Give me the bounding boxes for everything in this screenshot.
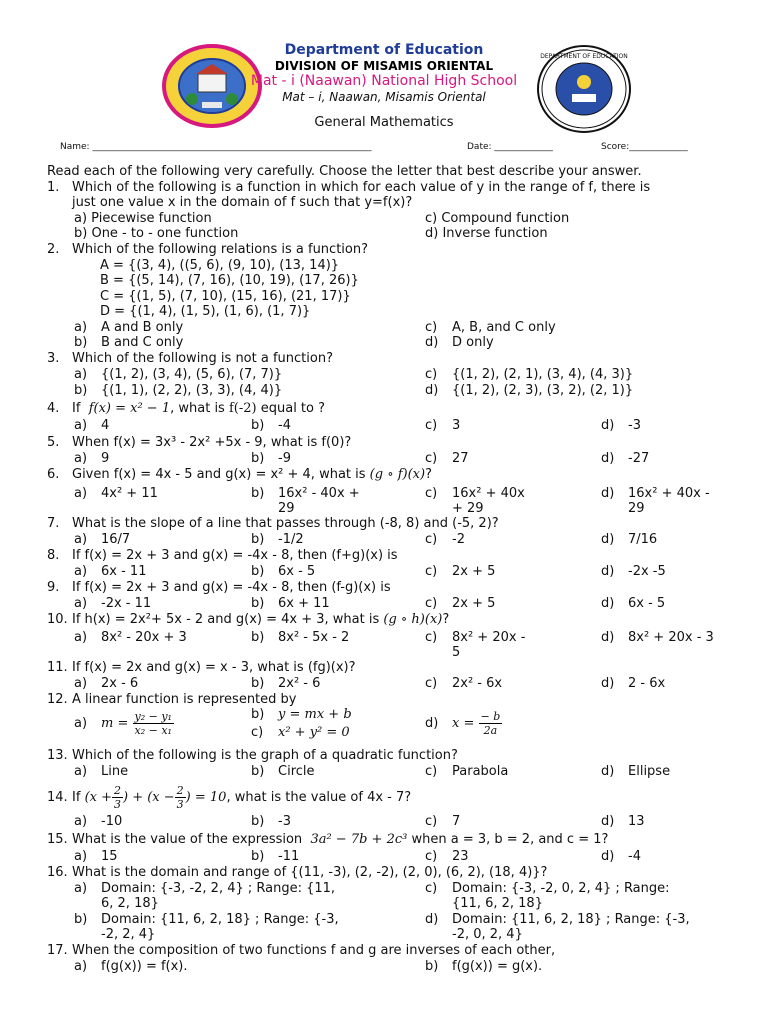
question-3: 3. Which of the following is not a function? bbox=[47, 351, 333, 366]
q1-option-d[interactable]: d) Inverse function bbox=[425, 226, 548, 241]
q1-text-line1: Which of the following is a function in which for each value of y in the range of f, there is bbox=[72, 180, 651, 195]
q2-set-d: D = {(1, 4), (1, 5), (1, 6), (1, 7)} bbox=[100, 304, 311, 319]
q1-option-b[interactable]: b) One - to - one function bbox=[74, 226, 239, 241]
q17-option-b[interactable]: b) f(g(x)) = g(x). bbox=[425, 959, 543, 974]
q5-option-a[interactable]: a) 9 bbox=[74, 451, 110, 466]
q16-option-b[interactable]: b) Domain: {11, 6, 2, 18} ; Range: {-3, bbox=[74, 912, 339, 927]
q2-option-c[interactable]: c) A, B, and C only bbox=[425, 320, 556, 335]
q12-option-a[interactable]: a) m = $\frac{\text{y₂ − y₁}}{\text{x₂ − x₁}}$ bbox=[74, 710, 172, 737]
division-title: DIVISION OF MISAMIS ORIENTAL bbox=[274, 59, 494, 73]
q14-option-a[interactable]: a) -10 bbox=[74, 814, 123, 829]
q6-option-c[interactable]: c) 16x² + 40x bbox=[425, 486, 525, 501]
q15-option-c[interactable]: c) 23 bbox=[425, 849, 469, 864]
q4-f-minus2: f(-2) bbox=[228, 401, 257, 416]
question-12: 12. A linear function is represented by bbox=[47, 692, 297, 707]
q2-option-d[interactable]: d) D only bbox=[425, 335, 494, 350]
question-2 bbox=[47, 242, 368, 257]
subject-title: General Mathematics bbox=[314, 115, 454, 130]
q4-fx-expr: f(x) = x² − 1 bbox=[88, 401, 171, 416]
q13-option-c[interactable]: c) Parabola bbox=[425, 764, 509, 779]
q6-option-b-cont: 29 bbox=[278, 501, 295, 516]
q7-option-b[interactable]: b) -1/2 bbox=[251, 532, 304, 547]
q2-set-a: A = {(3, 4), ((5, 6), (9, 10), (13, 14)} bbox=[100, 258, 340, 273]
q6-option-d[interactable]: d) 16x² + 40x - bbox=[601, 486, 710, 501]
q1-number: 1. bbox=[47, 180, 60, 195]
q14-fraction-2: $\frac{2}{3}$ bbox=[176, 784, 184, 811]
instructions: Read each of the following very carefully. Choose the letter that best describe your answer. bbox=[47, 164, 642, 179]
q16-option-a[interactable]: a) Domain: {-3, -2, 2, 4} ; Range: {11, bbox=[74, 881, 336, 896]
score-field[interactable]: Score:_____________ bbox=[601, 142, 688, 152]
q8-option-a[interactable]: a) 6x - 11 bbox=[74, 564, 147, 579]
q4-option-b[interactable]: b) -4 bbox=[251, 418, 291, 433]
q8-option-c[interactable]: c) 2x + 5 bbox=[425, 564, 496, 579]
q7-option-d[interactable]: d) 7/16 bbox=[601, 532, 658, 547]
q16-option-c[interactable]: c) Domain: {-3, -2, 0, 2, 4} ; Range: bbox=[425, 881, 670, 896]
q1-option-a[interactable]: a) Piecewise function bbox=[74, 211, 212, 226]
q16-option-d[interactable]: d) Domain: {11, 6, 2, 18} ; Range: {-3, bbox=[425, 912, 690, 927]
q11-option-a[interactable]: a) 2x - 6 bbox=[74, 676, 139, 691]
q14-fraction-1: $\frac{2}{3}$ bbox=[114, 784, 121, 811]
question-5: 5. When f(x) = 3x³ - 2x² +5x - 9, what is f(0)? bbox=[47, 435, 352, 450]
q8-option-b[interactable]: b) 6x - 5 bbox=[251, 564, 316, 579]
q17-option-a[interactable]: a) f(g(x)) = f(x). bbox=[74, 959, 188, 974]
question-16: 16. What is the domain and range of {(11, -3), (2, -2), (2, 0), (6, 2), (18, 4)}? bbox=[47, 865, 548, 880]
q7-option-c[interactable]: c) -2 bbox=[425, 532, 465, 547]
q7-option-a[interactable]: a) 16/7 bbox=[74, 532, 131, 547]
q15-option-d[interactable]: d) -4 bbox=[601, 849, 641, 864]
question-15: 15. What is the value of the expression 3a² − 7b + 2c³ when a = 3, b = 2, and c = 1? bbox=[47, 832, 609, 847]
q6-option-c-cont: + 29 bbox=[452, 501, 484, 516]
question-7: 7. What is the slope of a line that passes through (-8, 8) and (-5, 2)? bbox=[47, 516, 499, 531]
q5-option-b[interactable]: b) -9 bbox=[251, 451, 291, 466]
question-8: 8. If f(x) = 2x + 3 and g(x) = -4x - 8, then (f+g)(x) is bbox=[47, 548, 398, 563]
q16-option-a-cont: 6, 2, 18} bbox=[101, 896, 159, 911]
q12-option-d[interactable]: d) x = $\frac{- b}{2a}$ bbox=[425, 710, 501, 737]
q2-number: 2. bbox=[47, 242, 60, 257]
q1-text-line2: just one value x in the domain of f such that y=f(x)? bbox=[72, 195, 413, 210]
q3-option-b[interactable]: b) {(1, 1), (2, 2), (3, 3), (4, 4)} bbox=[74, 383, 283, 398]
q16-option-d-cont: -2, 0, 2, 4} bbox=[452, 927, 523, 942]
q12-option-b[interactable]: b) y = mx + b bbox=[251, 707, 352, 722]
q8-option-d[interactable]: d) -2x -5 bbox=[601, 564, 666, 579]
q13-option-d[interactable]: d) Ellipse bbox=[601, 764, 671, 779]
question-13: 13. Which of the following is the graph of a quadratic function? bbox=[47, 748, 458, 763]
q12-a-fraction: $\frac{\text{y₂ − y₁}}{\text{x₂ − x₁}}$ bbox=[134, 710, 172, 737]
q5-option-d[interactable]: d) -27 bbox=[601, 451, 650, 466]
q9-option-d[interactable]: d) 6x - 5 bbox=[601, 596, 666, 611]
q6-option-b[interactable]: b) 16x² - 40x + bbox=[251, 486, 360, 501]
school-name: Mat - i (Naawan) National High School bbox=[250, 73, 518, 89]
q11-option-c[interactable]: c) 2x² - 6x bbox=[425, 676, 503, 691]
department-title: Department of Education bbox=[284, 42, 484, 58]
q10-option-d[interactable]: d) 8x² + 20x - 3 bbox=[601, 630, 714, 645]
q10-option-c-cont: 5 bbox=[452, 645, 461, 660]
q15-option-b[interactable]: b) -11 bbox=[251, 849, 300, 864]
q14-option-d[interactable]: d) 13 bbox=[601, 814, 645, 829]
q14-option-b[interactable]: b) -3 bbox=[251, 814, 291, 829]
q4-option-a[interactable]: a) 4 bbox=[74, 418, 110, 433]
q2-text: Which of the following relations is a function? bbox=[72, 242, 368, 257]
q2-option-a[interactable]: a) A and B only bbox=[74, 320, 184, 335]
q3-option-d[interactable]: d) {(1, 2), (2, 3), (3, 2), (2, 1)} bbox=[425, 383, 634, 398]
q4-option-d[interactable]: d) -3 bbox=[601, 418, 641, 433]
q3-option-c[interactable]: c) {(1, 2), (2, 1), (3, 4), (4, 3)} bbox=[425, 367, 634, 382]
q6-option-d-cont: 29 bbox=[628, 501, 645, 516]
name-field[interactable]: Name: ______________________________________________________________ bbox=[60, 142, 372, 152]
q12-option-c[interactable]: c) x² + y² = 0 bbox=[251, 725, 350, 740]
school-address: Mat – i, Naawan, Misamis Oriental bbox=[282, 90, 486, 104]
question-1 bbox=[47, 180, 650, 195]
q1-option-c[interactable]: c) Compound function bbox=[425, 211, 570, 226]
q10-option-b[interactable]: b) 8x² - 5x - 2 bbox=[251, 630, 350, 645]
question-9: 9. If f(x) = 2x + 3 and g(x) = -4x - 8, then (f-g)(x) is bbox=[47, 580, 391, 595]
question-10: 10. If h(x) = 2x²+ 5x - 2 and g(x) = 4x + 3, what is (g ∘ h)(x)? bbox=[47, 612, 450, 627]
q9-option-a[interactable]: a) -2x - 11 bbox=[74, 596, 152, 611]
question-14: 14. If (x + $\frac{2}{3}$ ) + (x − $\frac{2}{3}$ ) = 10, what is the value of 4x - 7? bbox=[47, 784, 412, 811]
q4-option-c[interactable]: c) 3 bbox=[425, 418, 461, 433]
q10-option-a[interactable]: a) 8x² - 20x + 3 bbox=[74, 630, 187, 645]
question-17: 17. When the composition of two functions f and g are inverses of each other, bbox=[47, 943, 556, 958]
q16-option-c-cont: {11, 6, 2, 18} bbox=[452, 896, 543, 911]
question-4: 4. If f(x) = x² − 1, what is f(-2) equal to ? bbox=[47, 401, 326, 416]
q14-option-c[interactable]: c) 7 bbox=[425, 814, 461, 829]
q11-option-d[interactable]: d) 2 - 6x bbox=[601, 676, 666, 691]
q9-option-b[interactable]: b) 6x + 11 bbox=[251, 596, 330, 611]
q10-option-c[interactable]: c) 8x² + 20x - bbox=[425, 630, 526, 645]
question-11: 11. If f(x) = 2x and g(x) = x - 3, what is (fg)(x)? bbox=[47, 660, 356, 675]
q2-option-b[interactable]: b) B and C only bbox=[74, 335, 184, 350]
q15-option-a[interactable]: a) 15 bbox=[74, 849, 118, 864]
q12-d-fraction: $\frac{- b}{2a}$ bbox=[480, 710, 501, 737]
date-field[interactable]: Date: _____________ bbox=[467, 142, 553, 152]
q13-option-b[interactable]: b) Circle bbox=[251, 764, 315, 779]
q2-set-b: B = {(5, 14), (7, 16), (10, 19), (17, 26)} bbox=[100, 273, 359, 288]
q11-option-b[interactable]: b) 2x² - 6 bbox=[251, 676, 321, 691]
q13-option-a[interactable]: a) Line bbox=[74, 764, 129, 779]
q2-set-c: C = {(1, 5), (7, 10), (15, 16), (21, 17)} bbox=[100, 289, 351, 304]
q9-option-c[interactable]: c) 2x + 5 bbox=[425, 596, 496, 611]
question-6: 6. Given f(x) = 4x - 5 and g(x) = x² + 4, what is (g ∘ f)(x)? bbox=[47, 467, 432, 482]
q5-option-c[interactable]: c) 27 bbox=[425, 451, 469, 466]
svg-text:DEPARTMENT OF EDUCATION: DEPARTMENT OF EDUCATION bbox=[540, 53, 628, 60]
q3-option-a[interactable]: a) {(1, 2), (3, 4), (5, 6), (7, 7)} bbox=[74, 367, 283, 382]
q6-option-a[interactable]: a) 4x² + 11 bbox=[74, 486, 158, 501]
q16-option-b-cont: -2, 2, 4} bbox=[101, 927, 156, 942]
